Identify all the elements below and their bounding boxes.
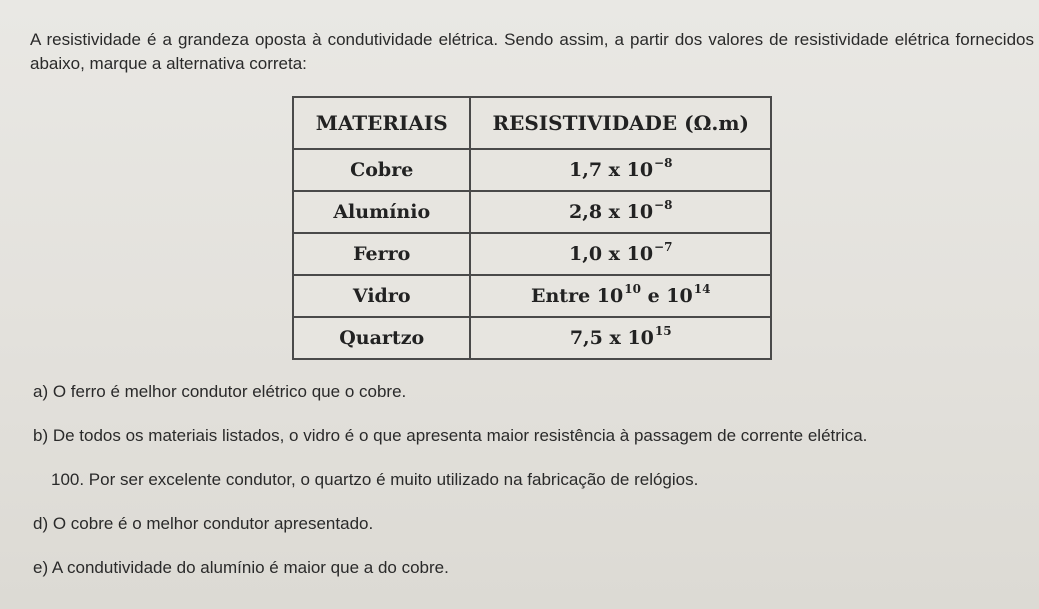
material-cell: Cobre — [293, 149, 470, 191]
value-exponent-2: 14 — [693, 282, 711, 296]
resistivity-cell — [470, 149, 771, 191]
material-cell: Alumínio — [293, 191, 470, 233]
table-row — [293, 317, 771, 359]
resistivity-cell — [470, 317, 771, 359]
resistivity-cell — [470, 191, 771, 233]
header-materials: MATERIAIS — [293, 97, 470, 149]
value-middle: e 10 — [640, 285, 693, 307]
value-base: 1,0 x 10 — [568, 243, 654, 265]
value-exponent: 15 — [654, 324, 672, 338]
value-base: 7,5 x 10 — [569, 327, 654, 349]
table-row — [293, 275, 771, 317]
option-b[interactable]: b) De todos os materiais listados, o vidro é o que apresenta maior resistência à passagem de corrente elétrica. — [33, 426, 868, 445]
header-resistivity: RESISTIVIDADE (Ω.m) — [470, 97, 771, 149]
table-row — [293, 191, 771, 233]
value-exponent: −8 — [654, 198, 673, 212]
option-e[interactable]: e) A condutividade do alumínio é maior que a do cobre. — [33, 558, 449, 577]
material-cell: Ferro — [293, 233, 470, 275]
resistivity-cell — [470, 233, 771, 275]
option-c[interactable]: 100. Por ser excelente condutor, o quartzo é muito utilizado na fabricação de relógios. — [51, 470, 699, 489]
material-cell: Vidro — [293, 275, 470, 317]
resistivity-table — [292, 96, 772, 360]
material-cell: Quartzo — [293, 317, 470, 359]
value-exponent: −8 — [654, 156, 673, 170]
table-header-row — [293, 97, 771, 149]
table-row — [293, 233, 771, 275]
resistivity-cell — [470, 275, 771, 317]
value-base: 1,7 x 10 — [568, 159, 654, 181]
resistivity-table-container — [292, 96, 772, 357]
value-base: Entre 10 — [531, 285, 624, 307]
question-intro: A resistividade é a grandeza oposta à condutividade elétrica. Sendo assim, a partir dos valores de resistividade elétrica fornecidos abaixo, marque a alternativa correta: — [30, 30, 1034, 73]
option-d[interactable]: d) O cobre é o melhor condutor apresentado. — [33, 514, 374, 533]
option-a[interactable]: a) O ferro é melhor condutor elétrico que o cobre. — [33, 382, 407, 401]
answer-options — [33, 381, 1033, 601]
value-base: 2,8 x 10 — [568, 201, 654, 223]
table-row — [293, 149, 771, 191]
value-exponent: −7 — [654, 240, 673, 254]
value-exponent: 10 — [624, 282, 641, 296]
